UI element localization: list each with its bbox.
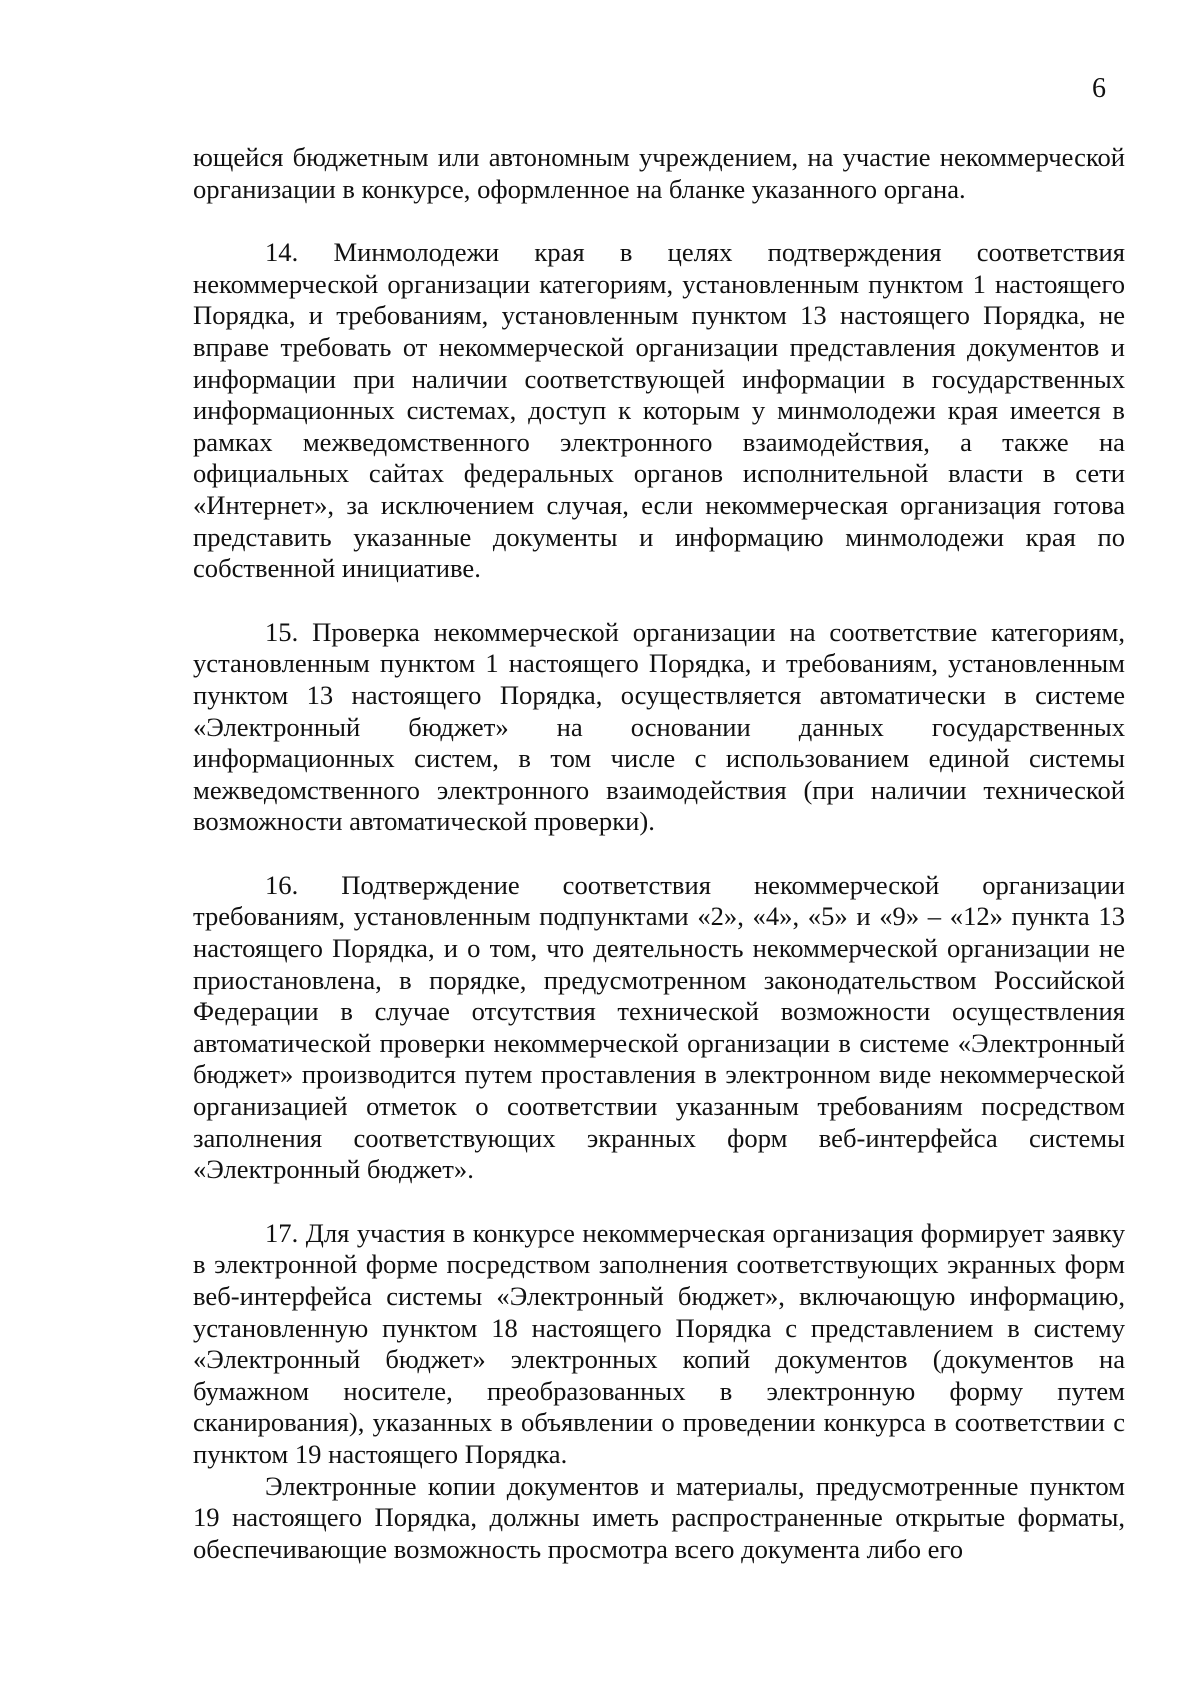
document-body bbox=[193, 142, 1125, 1565]
paragraph-17-continuation: Электронные копии документов и материалы, предусмотренные пунктом 19 настоящего Порядка, должны иметь распространенные открытые форматы, обеспечивающие возможность просмотра всего документа либо его bbox=[193, 1470, 1125, 1564]
paragraph-16: 16. Подтверждение соответствия некоммерческой организации требованиям, установленным подпунктами «2», «4», «5» и «9» – «12» пункта 13 настоящего Порядка, и о том, что деятельность некоммерческой организации не приостановлена, в порядке, предусмотренном законодательством Российской Федерации в случае отсутствия технической возможности осуществления автоматической проверки некоммерческой организации в системе «Электронный бюджет» производится путем проставления в электронном виде некоммерческой организацией отметок о соответствии указанным требованиям посредством заполнения соответствующих экранных форм веб-интерфейса системы «Электронный бюджет». bbox=[193, 869, 1125, 1185]
paragraph-17: 17. Для участия в конкурсе некоммерческая организация формирует заявку в электронной форме посредством заполнения соответствующих экранных форм веб-интерфейса системы «Электронный бюджет», включающую информацию, установленную пунктом 18 настоящего Порядка с представлением в систему «Электронный бюджет» электронных копий документов (документов на бумажном носителе, преобразованных в электронную форму путем сканирования), указанных в объявлении о проведении конкурса в соответствии с пунктом 19 настоящего Порядка. bbox=[193, 1217, 1125, 1469]
paragraph-14: 14. Минмолодежи края в целях подтверждения соответствия некоммерческой организации категориям, установленным пунктом 1 настоящего Порядка, и требованиям, установленным пунктом 13 настоящего Порядка, не вправе требовать от некоммерческой организации представления документов и информации при наличии соответствующей информации в государственных информационных системах, доступ к которым у минмолодежи края имеется в рамках межведомственного электронного взаимодействия, а также на официальных сайтах федеральных органов исполнительной власти в сети «Интернет», за исключением случая, если некоммерческая организация готова представить указанные документы и информацию минмолодежи края по собственной инициативе. bbox=[193, 237, 1125, 584]
paragraph-15: 15. Проверка некоммерческой организации на соответствие категориям, установленным пунктом 1 настоящего Порядка, и требованиям, установленным пунктом 13 настоящего Порядка, осуществляется автоматически в системе «Электронный бюджет» на основании данных государственных информационных систем, в том числе с использованием единой системы межведомственного электронного взаимодействия (при наличии технической возможности автоматической проверки). bbox=[193, 616, 1125, 837]
paragraph-continuation: ющейся бюджетным или автономным учреждением, на участие некоммерческой организации в конкурсе, оформленное на бланке указанного органа. bbox=[193, 142, 1125, 204]
page-number: 6 bbox=[1092, 73, 1106, 104]
